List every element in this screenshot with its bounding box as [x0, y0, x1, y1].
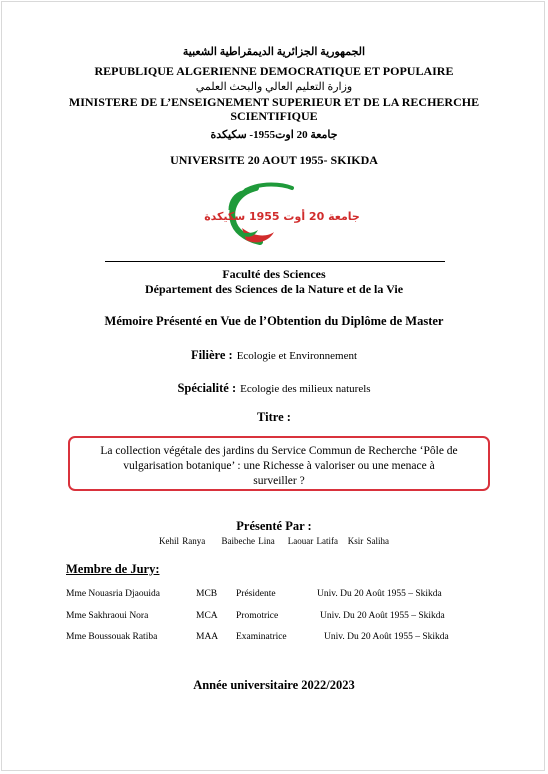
authors-line: [0, 536, 548, 546]
jury-name: Mme Boussouak Ratiba: [66, 632, 158, 642]
jury-role: Présidente: [236, 589, 276, 599]
jury-label: Membre de Jury:: [66, 562, 160, 576]
jury-grade: MCB: [196, 589, 218, 599]
ministry-line2: SCIENTIFIQUE: [230, 109, 318, 123]
university-logo: [204, 180, 360, 248]
specialite-value: Ecologie des milieux naturels: [240, 383, 371, 395]
author-name: Ksir Saliha: [347, 536, 389, 546]
author-name: Laouar Latifa: [287, 536, 338, 546]
jury-university: Univ. Du 20 Août 1955 – Skikda: [317, 589, 442, 599]
arabic-ministry: وزارة التعليم العالي والبحث العلمي: [195, 81, 353, 93]
academic-year: Année universitaire 2022/2023: [193, 678, 355, 692]
specialite-line: [0, 379, 548, 397]
presente-par-label: Présenté Par :: [236, 519, 312, 533]
jury-name: Mme Sakhraoui Nora: [66, 611, 149, 621]
author-name: Kehil Ranya: [159, 536, 206, 546]
logo-text: جامعة 20 أوت 1955 سكيكدة: [204, 210, 360, 223]
university-title: UNIVERSITE 20 AOUT 1955- SKIKDA: [170, 153, 378, 167]
faculty-name: Faculté des Sciences: [222, 267, 326, 281]
jury-university: Univ. Du 20 Août 1955 – Skikda: [324, 632, 449, 642]
filiere-line: [0, 346, 548, 364]
republic-title: REPUBLIQUE ALGERIENNE DEMOCRATIQUE ET POPULAIRE: [94, 64, 454, 78]
thesis-title-line1: La collection végétale des jardins du Service Commun de Recherche ‘Pôle de: [100, 445, 458, 457]
jury-grade: MCA: [196, 611, 218, 621]
specialite-label: Spécialité :: [177, 381, 237, 395]
arabic-university: جامعة 20 اوت1955- سكيكدة: [210, 129, 338, 141]
filiere-value: Ecologie et Environnement: [236, 350, 358, 362]
thesis-title-box: [68, 436, 490, 491]
jury-university: Univ. Du 20 Août 1955 – Skikda: [320, 611, 445, 621]
ministry-line1: MINISTERE DE L’ENSEIGNEMENT SUPERIEUR ET DE LA RECHERCHE: [68, 95, 480, 109]
filiere-label: Filière :: [190, 348, 233, 362]
divider: [105, 261, 445, 262]
thesis-title-line3: surveiller ?: [253, 475, 305, 487]
arabic-republic: الجمهورية الجزائرية الديمقراطية الشعبية: [182, 46, 366, 58]
department-name: Département des Sciences de la Nature et de la Vie: [144, 282, 404, 296]
jury-name: Mme Nouasria Djaouida: [66, 589, 160, 599]
jury-role: Examinatrice: [236, 632, 287, 642]
titre-label: Titre :: [257, 410, 291, 424]
thesis-title-line2: vulgarisation botanique’ : une Richesse à valoriser ou une menace à: [123, 460, 435, 472]
jury-role: Promotrice: [236, 611, 279, 621]
jury-grade: MAA: [196, 632, 219, 642]
author-name: Baibeche Lina: [221, 536, 275, 546]
memoire-title: Mémoire Présenté en Vue de l’Obtention du Diplôme de Master: [104, 314, 444, 328]
